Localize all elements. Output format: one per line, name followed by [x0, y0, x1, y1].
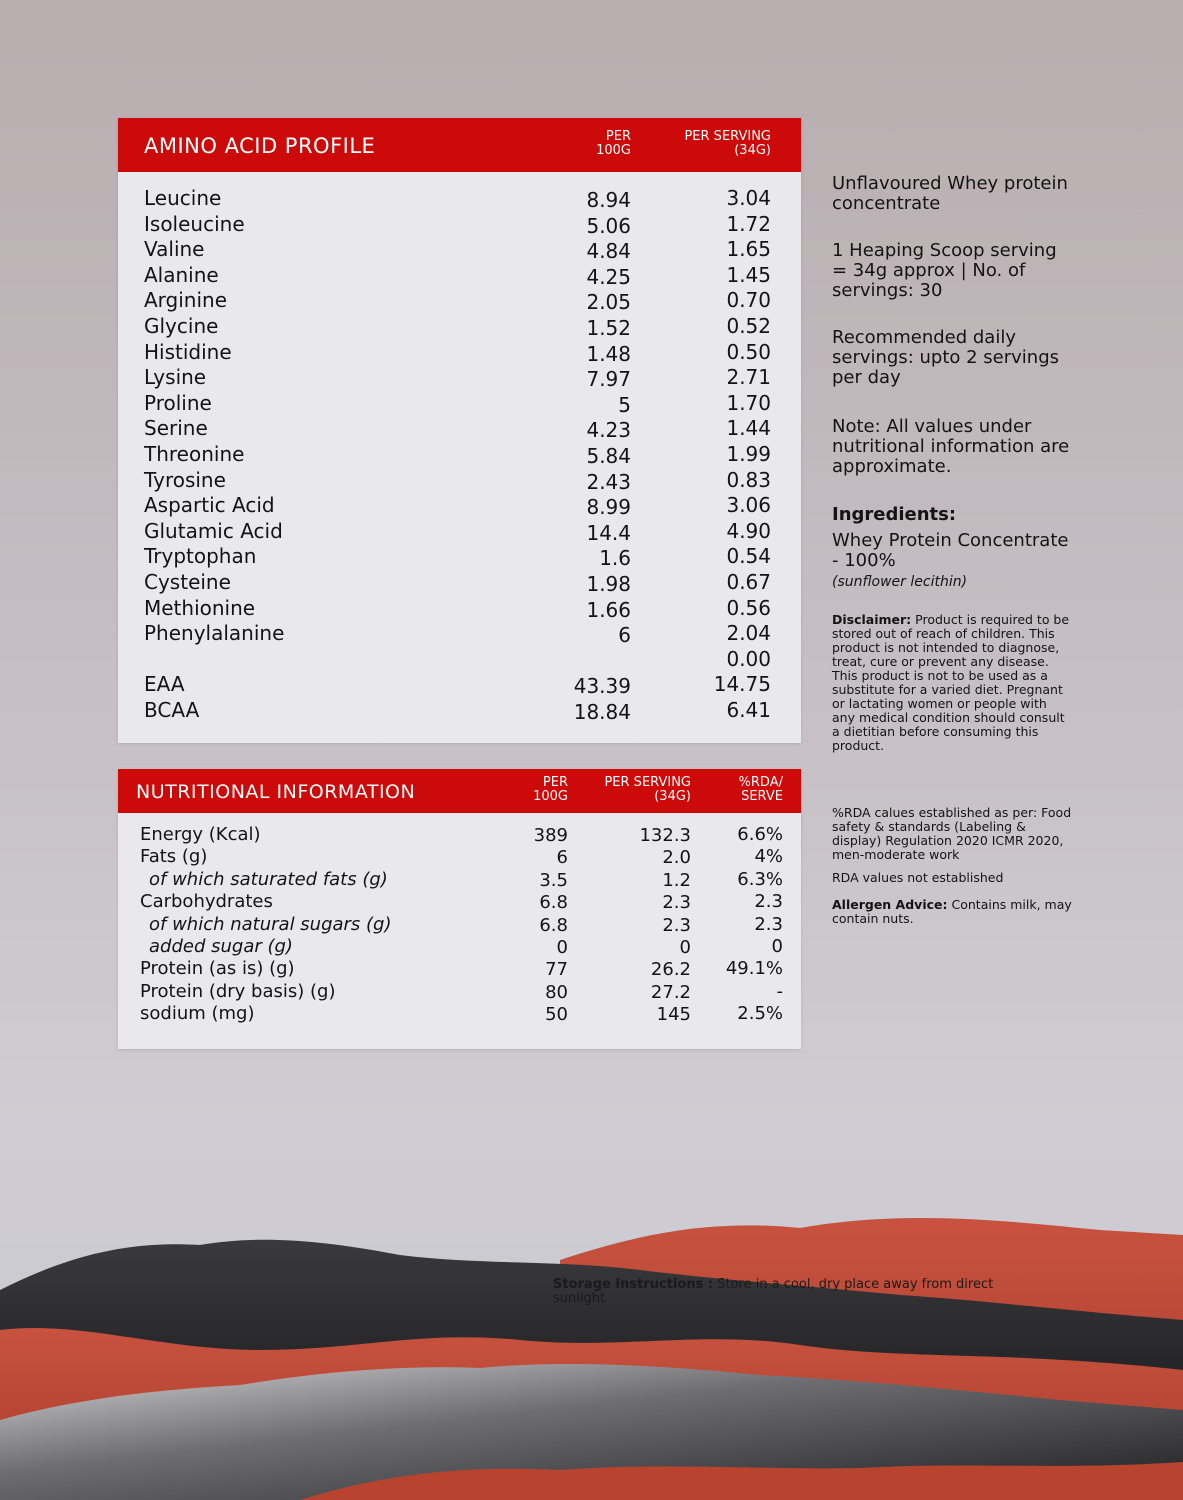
nutrient-rda: 0 — [771, 936, 783, 957]
nutrient-name: added sugar (g) — [149, 936, 293, 957]
allergen-block — [832, 898, 1072, 926]
nutrient-per100: 3.5 — [539, 869, 568, 891]
amino-serving: 3.04 — [726, 186, 771, 210]
nutrient-name: Protein (as is) (g) — [140, 958, 295, 980]
nutrient-name: Fats (g) — [140, 846, 208, 868]
amino-per100: 7.97 — [586, 367, 631, 392]
disclaimer-label: Disclaimer: — [832, 612, 912, 627]
storage-text: Store in a cool, dry place away from direct sunlight — [553, 1277, 994, 1306]
nutrient-serving: 132.3 — [639, 825, 691, 846]
amino-per100: 4.23 — [586, 418, 631, 443]
ingredients-label: Ingredients: — [832, 504, 957, 525]
nutrient-name: Energy (Kcal) — [140, 824, 261, 845]
amino-per100: 2.43 — [586, 469, 631, 494]
amino-serving: 14.75 — [713, 672, 771, 697]
ingredients-note: (sunflower lecithin) — [832, 574, 968, 590]
approx-note: Note: All values under nutritional information are approximate. — [832, 416, 1070, 477]
amino-serving: 2.04 — [726, 621, 771, 646]
nutrient-rda: 2.3 — [754, 891, 783, 913]
nutrient-rda: 4% — [754, 846, 783, 868]
amino-serving: 1.45 — [726, 262, 771, 287]
amino-serving: 1.65 — [726, 237, 771, 262]
nutrient-per100: 6.8 — [539, 914, 568, 936]
amino-row — [118, 698, 801, 723]
nutrient-rda: 6.3% — [737, 868, 783, 890]
amino-serving: 0.83 — [726, 467, 771, 492]
amino-serving: 1.70 — [726, 390, 771, 415]
amino-row — [118, 314, 801, 339]
amino-name: Arginine — [144, 288, 228, 313]
amino-acid-header — [118, 118, 801, 172]
amino-serving: 0.00 — [726, 646, 771, 671]
nutrient-name: Carbohydrates — [140, 891, 273, 913]
amino-name: Lysine — [144, 365, 207, 390]
serving-info: 1 Heaping Scoop serving = 34g approx | No. of servings: 30 — [832, 240, 1057, 301]
rda-source: %RDA calues established as per: Food safety & standards (Labeling & display) Regulation 2020 ICMR 2020, men-moderate work — [832, 805, 1072, 862]
amino-per100: 1.66 — [586, 597, 631, 622]
amino-serving: 3.06 — [726, 493, 771, 518]
nutrient-serving: 145 — [656, 1004, 691, 1026]
nutrient-name: sodium (mg) — [140, 1003, 255, 1025]
amino-row — [118, 186, 801, 211]
nutrient-per100: 389 — [533, 825, 568, 846]
amino-serving: 1.44 — [726, 416, 771, 441]
amino-row — [118, 596, 801, 621]
amino-name: Aspartic Acid — [144, 493, 275, 518]
nutrition-col-serving: PER SERVING (34G) — [604, 775, 691, 804]
amino-per100: 4.84 — [586, 239, 631, 264]
amino-row — [118, 237, 801, 262]
amino-name: BCAA — [144, 698, 200, 722]
nutrient-rda: - — [776, 980, 783, 1002]
nutrition-row — [118, 869, 801, 891]
nutrient-serving: 27.2 — [650, 981, 691, 1003]
amino-row — [118, 263, 801, 288]
nutrition-header — [118, 769, 801, 813]
amino-name: Methionine — [144, 595, 256, 620]
nutrient-rda: 2.5% — [737, 1003, 783, 1025]
amino-acid-title: AMINO ACID PROFILE — [144, 134, 376, 158]
amino-row — [118, 416, 801, 441]
nutrient-per100: 77 — [545, 959, 568, 981]
nutrient-serving: 2.3 — [662, 914, 691, 936]
amino-row — [118, 647, 801, 672]
amino-serving: 0.56 — [726, 595, 771, 620]
amino-per100: 43.39 — [573, 674, 631, 699]
nutrition-row — [118, 846, 801, 868]
amino-serving: 1.72 — [726, 211, 771, 236]
disclaimer-text: Product is required to be stored out of reach of children. This product is not intended to diagnose, treat, cure or prevent any disease. This product is not to be used as a substitute for a varied diet. Pregnant or lactating women or people with any medical condition should consult a dietitian before consuming this product. — [832, 612, 1070, 753]
nutrient-per100: 6 — [556, 847, 568, 869]
amino-name: Valine — [144, 237, 205, 262]
nutrition-col-per100: PER 100G — [533, 775, 568, 804]
nutrient-rda: 49.1% — [725, 958, 783, 980]
amino-row — [118, 570, 801, 595]
amino-name: Proline — [144, 390, 212, 415]
amino-name: Leucine — [144, 186, 222, 210]
amino-per100: 6 — [618, 623, 631, 648]
storage-instructions — [553, 1278, 1033, 1306]
amino-name: Tyrosine — [144, 467, 226, 492]
amino-col-serving: PER SERVING (34G) — [684, 129, 771, 158]
amino-name: Cysteine — [144, 570, 231, 594]
amino-serving: 0.67 — [726, 570, 771, 594]
product-name: Unflavoured Whey protein concentrate — [832, 173, 1068, 214]
nutrient-name: of which natural sugars (g) — [149, 913, 392, 935]
nutrient-rda: 2.3 — [754, 913, 783, 935]
amino-serving: 0.50 — [726, 339, 771, 364]
amino-serving: 0.70 — [726, 288, 771, 313]
nutrition-title: NUTRITIONAL INFORMATION — [136, 781, 416, 803]
nutrient-per100: 6.8 — [539, 892, 568, 914]
nutrition-col-rda: %RDA/ SERVE — [738, 775, 783, 804]
amino-per100: 14.4 — [586, 520, 631, 545]
amino-serving: 0.52 — [726, 314, 771, 338]
amino-name: Histidine — [144, 339, 232, 364]
amino-row — [118, 365, 801, 390]
amino-name: Isoleucine — [144, 211, 245, 236]
amino-serving: 2.71 — [726, 365, 771, 390]
amino-name: Tryptophan — [144, 544, 257, 569]
nutrition-panel — [118, 769, 801, 1049]
nutrient-per100: 0 — [556, 937, 568, 958]
rda-not-established: RDA values not established — [832, 870, 1004, 885]
amino-row — [118, 468, 801, 493]
amino-per100: 8.94 — [586, 188, 631, 212]
nutrition-row — [118, 824, 801, 846]
amino-serving: 4.90 — [726, 518, 771, 543]
nutrient-serving: 26.2 — [650, 959, 691, 981]
amino-per100: 5.84 — [586, 444, 631, 468]
nutrient-serving: 0 — [679, 937, 691, 958]
amino-acid-panel — [118, 118, 801, 743]
amino-name: EAA — [144, 672, 185, 697]
nutrient-rda: 6.6% — [737, 824, 783, 845]
nutrition-row — [118, 914, 801, 936]
amino-serving: 0.54 — [726, 544, 771, 569]
amino-serving: 6.41 — [726, 698, 771, 722]
nutrition-row — [118, 891, 801, 913]
nutrient-serving: 1.2 — [662, 869, 691, 891]
nutrient-name: Protein (dry basis) (g) — [140, 980, 336, 1002]
amino-per100: 8.99 — [586, 495, 631, 520]
amino-row — [118, 391, 801, 416]
amino-col-per100: PER 100G — [596, 129, 631, 158]
amino-per100: 2.05 — [586, 290, 631, 315]
amino-row — [118, 544, 801, 569]
amino-name: Glutamic Acid — [144, 518, 283, 543]
amino-per100: 1.52 — [586, 316, 631, 340]
amino-row — [118, 493, 801, 518]
amino-name: Threonine — [144, 442, 245, 466]
ingredients-block — [832, 505, 1072, 592]
allergen-label: Allergen Advice: — [832, 897, 948, 912]
amino-name: Alanine — [144, 262, 219, 287]
amino-serving: 1.99 — [726, 442, 771, 466]
nutrient-per100: 80 — [545, 981, 568, 1003]
amino-per100: 4.25 — [586, 264, 631, 289]
amino-row — [118, 519, 801, 544]
nutrient-per100: 50 — [545, 1004, 568, 1026]
amino-name: Glycine — [144, 314, 219, 338]
landscape-illustration — [0, 1200, 1183, 1500]
amino-row — [118, 442, 801, 467]
storage-label: Storage Instructions : — [553, 1277, 714, 1292]
amino-name: Phenylalanine — [144, 621, 285, 646]
allergen-text: Contains milk, may contain nuts. — [832, 897, 1072, 926]
nutrition-row — [118, 981, 801, 1003]
nutrient-name: of which saturated fats (g) — [149, 868, 388, 890]
disclaimer-block — [832, 613, 1072, 753]
amino-row — [118, 672, 801, 697]
amino-per100: 18.84 — [573, 700, 631, 724]
nutrient-serving: 2.3 — [662, 892, 691, 914]
amino-per100: 1.98 — [586, 572, 631, 596]
nutrient-serving: 2.0 — [662, 847, 691, 869]
amino-row — [118, 621, 801, 646]
amino-per100: 1.48 — [586, 341, 631, 366]
amino-name: Serine — [144, 416, 208, 441]
nutrition-row — [118, 936, 801, 958]
amino-per100: 5 — [618, 392, 631, 417]
amino-row — [118, 212, 801, 237]
recommended-servings: Recommended daily servings: upto 2 servings per day — [832, 327, 1060, 388]
amino-row — [118, 288, 801, 313]
nutrition-row — [118, 958, 801, 980]
ingredients-text: Whey Protein Concentrate - 100% — [832, 530, 1069, 571]
amino-row — [118, 340, 801, 365]
amino-per100: 1.6 — [599, 546, 631, 571]
amino-per100: 5.06 — [586, 213, 631, 238]
nutrition-row — [118, 1003, 801, 1025]
